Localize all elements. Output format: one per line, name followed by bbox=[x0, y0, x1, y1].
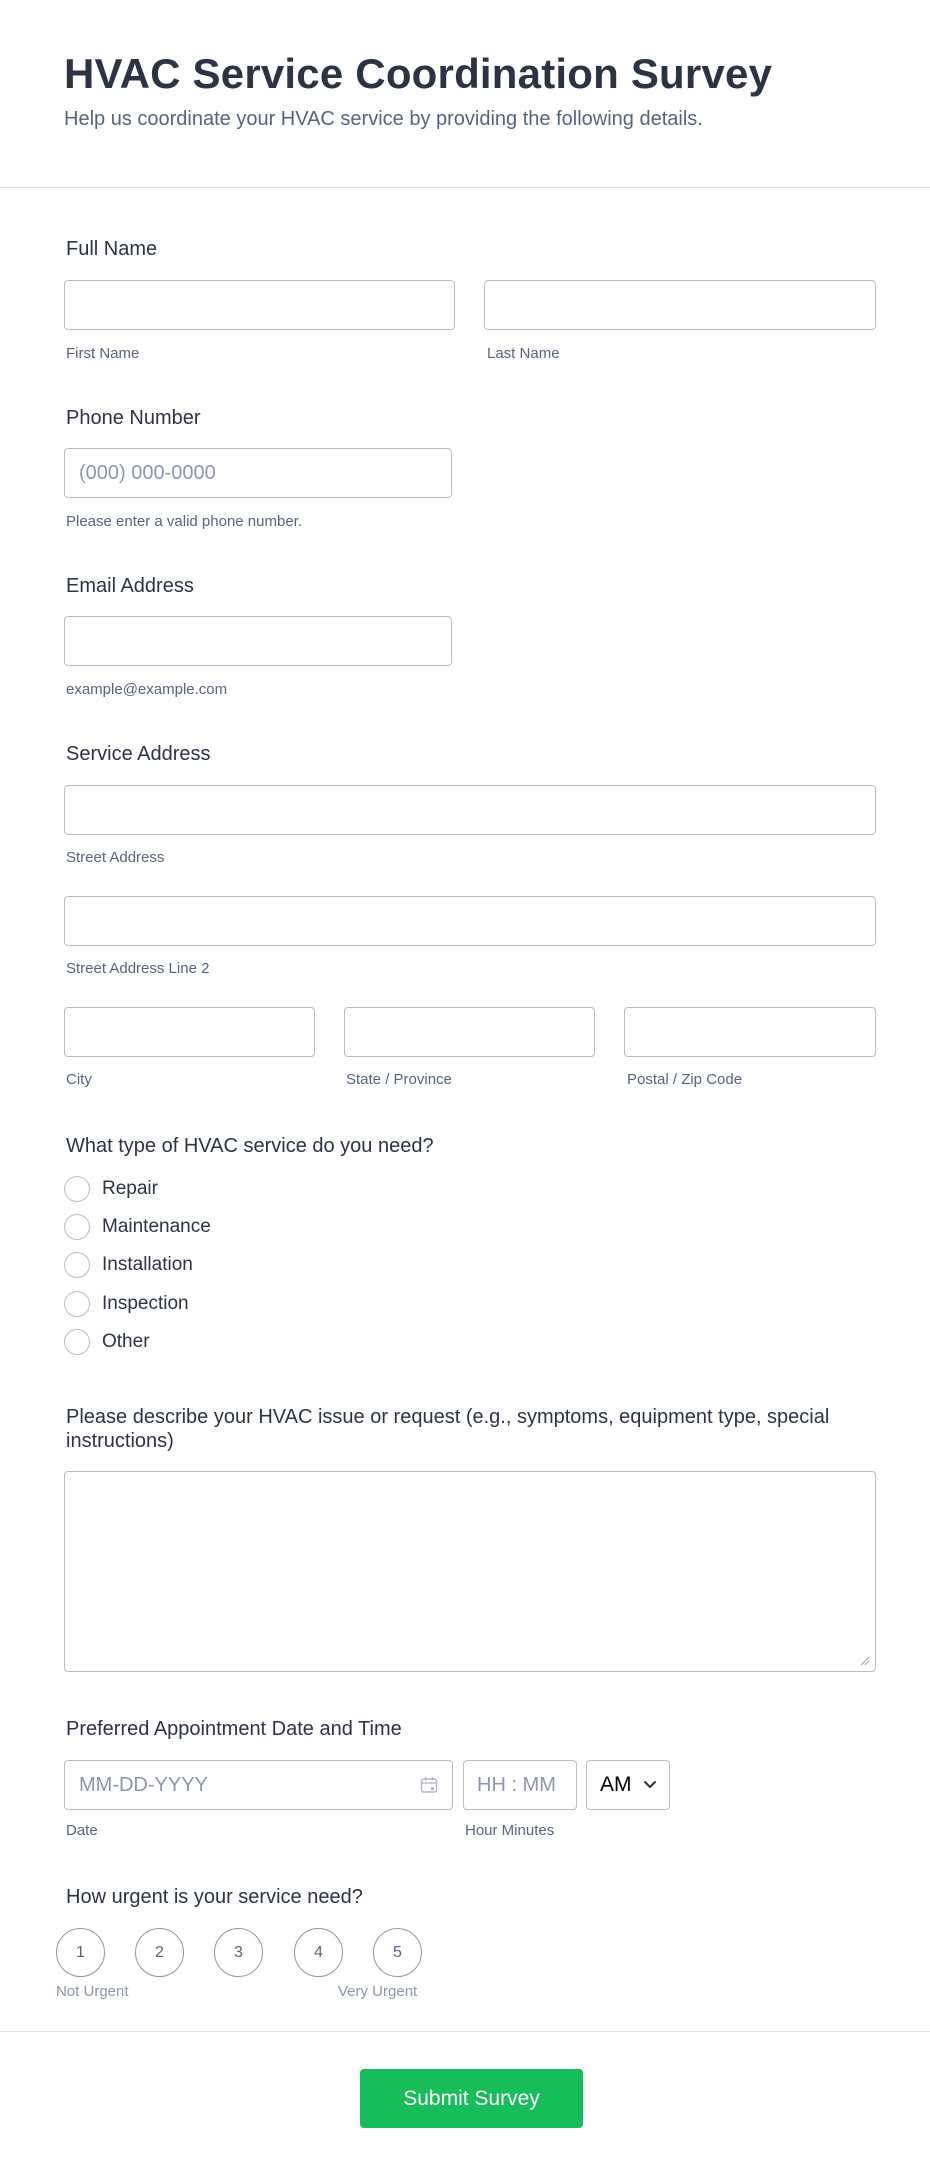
date-placeholder: MM-DD-YYYY bbox=[79, 1773, 208, 1796]
date-sublabel: Date bbox=[66, 1822, 98, 1839]
submit-button[interactable]: Submit Survey bbox=[360, 2069, 583, 2128]
date-input[interactable] bbox=[64, 1760, 453, 1810]
state-input[interactable] bbox=[344, 1007, 595, 1057]
street-address-line2-input[interactable] bbox=[64, 896, 876, 946]
radio-label: Inspection bbox=[102, 1293, 189, 1314]
radio-circle[interactable] bbox=[64, 1329, 90, 1355]
radio-circle[interactable] bbox=[64, 1252, 90, 1278]
radio-circle[interactable] bbox=[64, 1214, 90, 1240]
city-input[interactable] bbox=[64, 1007, 315, 1057]
urgency-label: How urgent is your service need? bbox=[66, 1886, 363, 1908]
description-textarea[interactable] bbox=[64, 1471, 876, 1672]
ampm-select[interactable] bbox=[586, 1760, 670, 1810]
radio-label: Installation bbox=[102, 1254, 193, 1275]
city-sublabel: City bbox=[66, 1071, 92, 1088]
appointment-label: Preferred Appointment Date and Time bbox=[66, 1718, 402, 1740]
urgency-high-label: Very Urgent bbox=[338, 1983, 418, 2000]
ampm-selected-value: AM bbox=[600, 1773, 632, 1796]
phone-input[interactable] bbox=[64, 448, 452, 498]
state-sublabel: State / Province bbox=[346, 1071, 452, 1088]
urgency-option-4[interactable]: 4 bbox=[294, 1928, 343, 1977]
urgency-option-2[interactable]: 2 bbox=[135, 1928, 184, 1977]
last-name-input[interactable] bbox=[484, 280, 876, 330]
email-sublabel: example@example.com bbox=[66, 681, 228, 698]
radio-option-installation[interactable] bbox=[64, 1251, 193, 1279]
urgency-option-1[interactable]: 1 bbox=[56, 1928, 105, 1977]
street-address-sublabel: Street Address bbox=[66, 849, 165, 866]
radio-option-maintenance[interactable] bbox=[64, 1213, 211, 1241]
radio-label: Maintenance bbox=[102, 1216, 211, 1237]
urgency-low-label: Not Urgent bbox=[56, 1983, 129, 2000]
resize-handle-icon[interactable] bbox=[858, 1654, 870, 1666]
service-type-label: What type of HVAC service do you need? bbox=[66, 1135, 434, 1157]
page-title: HVAC Service Coordination Survey bbox=[64, 50, 773, 97]
first-name-sublabel: First Name bbox=[66, 345, 140, 362]
phone-label: Phone Number bbox=[66, 407, 201, 429]
urgency-option-5[interactable]: 5 bbox=[373, 1928, 422, 1977]
email-label: Email Address bbox=[66, 575, 194, 597]
phone-sublabel: Please enter a valid phone number. bbox=[66, 513, 302, 530]
radio-option-repair[interactable] bbox=[64, 1175, 158, 1203]
email-input[interactable] bbox=[64, 616, 452, 666]
first-name-input[interactable] bbox=[64, 280, 455, 330]
calendar-icon[interactable] bbox=[420, 1776, 438, 1794]
zip-input[interactable] bbox=[624, 1007, 876, 1057]
radio-label: Other bbox=[102, 1331, 150, 1352]
time-input[interactable] bbox=[463, 1760, 577, 1810]
description-label: Please describe your HVAC issue or request (e.g., symptoms, equipment type, special instructions) bbox=[66, 1406, 830, 1452]
radio-option-inspection[interactable] bbox=[64, 1290, 189, 1318]
chevron-down-icon bbox=[643, 1780, 657, 1790]
street-address-input[interactable] bbox=[64, 785, 876, 835]
form-header bbox=[0, 0, 930, 188]
time-sublabel: Hour Minutes bbox=[465, 1822, 555, 1839]
last-name-sublabel: Last Name bbox=[487, 345, 560, 362]
radio-option-other[interactable] bbox=[64, 1328, 150, 1356]
street-address-line2-sublabel: Street Address Line 2 bbox=[66, 960, 210, 977]
footer-divider bbox=[0, 2031, 930, 2032]
radio-circle[interactable] bbox=[64, 1291, 90, 1317]
radio-label: Repair bbox=[102, 1178, 158, 1199]
address-label: Service Address bbox=[66, 743, 211, 765]
time-placeholder: HH : MM bbox=[477, 1773, 556, 1796]
zip-sublabel: Postal / Zip Code bbox=[627, 1071, 743, 1088]
page-subtitle: Help us coordinate your HVAC service by providing the following details. bbox=[64, 108, 703, 130]
full-name-label: Full Name bbox=[66, 238, 158, 260]
radio-circle[interactable] bbox=[64, 1176, 90, 1202]
urgency-option-3[interactable]: 3 bbox=[214, 1928, 263, 1977]
